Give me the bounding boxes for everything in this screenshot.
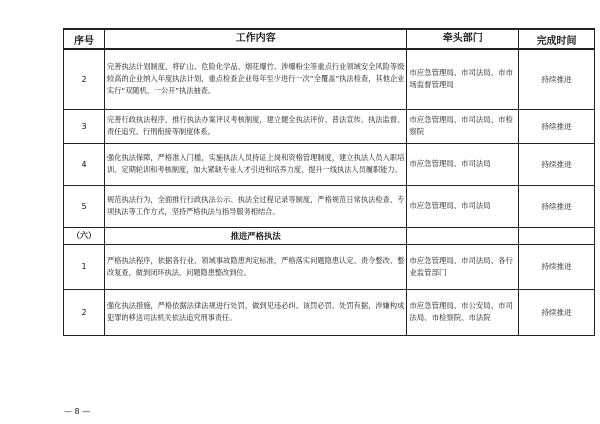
lead-department: 市应急管理局、市司法局、市市场监督管理局 [407,49,519,109]
work-content: 强化执法措施，严格依据法律法规进行处罚，做到见违必纠、该罚必罚、处罚有据，涉嫌构成犯罪的移送司法机关依法追究刑事责任。 [105,289,407,335]
table-row [64,109,595,143]
lead-department: 市应急管理局、市司法局、市检察院 [407,109,519,143]
row-number: 2 [64,49,105,109]
section-row [64,227,595,244]
row-number: 1 [64,244,105,289]
work-content: 规范执法行为，全面推行行政执法公示、执法全过程记录等制度，严格规范日常执法检查、专项执法等工作方式，坚持严格执法与指导服务相结合。 [105,185,407,227]
table-row [64,143,595,185]
completion-time: 持续推进 [519,143,595,185]
table-row [64,244,595,289]
section-number: （六） [64,227,105,244]
section-empty-time [519,227,595,244]
header-work: 工作内容 [105,29,407,49]
table-row [64,289,595,335]
header-no: 序号 [64,29,105,49]
completion-time: 持续推进 [519,289,595,335]
row-number: 2 [64,289,105,335]
task-table [63,28,595,336]
work-content: 完善执法计划制度，将矿山、危险化学品、烟花爆竹、涉爆粉尘等重点行业领域安全风险等级较高的企业纳入年度执法计划，重点检查企业每年至少进行一次“全覆盖”执法检查，其他企业实行“双随机、一公开”执法抽查。 [105,49,407,109]
row-number: 5 [64,185,105,227]
completion-time: 持续推进 [519,185,595,227]
lead-department: 市应急管理局、市司法局 [407,143,519,185]
lead-department: 市应急管理局、市司法局、各行业监管部门 [407,244,519,289]
work-content: 严格执法程序，依据各行业、领域事故隐患判定标准，严格落实问题隐患认定、责令整改、整改复查，做到闭环执法，问题隐患整改到位。 [105,244,407,289]
lead-department: 市应急管理局、市司法局 [407,185,519,227]
header-time: 完成时间 [519,29,595,49]
section-empty-dept [407,227,519,244]
completion-time: 持续推进 [519,244,595,289]
table-row [64,49,595,109]
lead-department: 市应急管理局、市公安局、市司法局、市检察院、市法院 [407,289,519,335]
section-title: 推进严格执法 [105,227,407,244]
completion-time: 持续推进 [519,109,595,143]
row-number: 4 [64,143,105,185]
row-number: 3 [64,109,105,143]
header-dept: 牵头部门 [407,29,519,49]
table-header-row [64,29,595,49]
page-number: — 8 — [64,407,91,416]
work-content: 完善行政执法程序，推行执法办案评议考核制度，建立健全执法评价、普法宣传、执法监督、责任追究、行刑衔接等制度体系。 [105,109,407,143]
completion-time: 持续推进 [519,49,595,109]
work-content: 强化执法保障，严格准入门槛，实施执法人员持证上岗和资格管理制度，建立执法人员入职培训、定期轮训和考核制度，加大紧缺专业人才引进和培养力度，提升一线执法人员履职能力。 [105,143,407,185]
table-row [64,185,595,227]
